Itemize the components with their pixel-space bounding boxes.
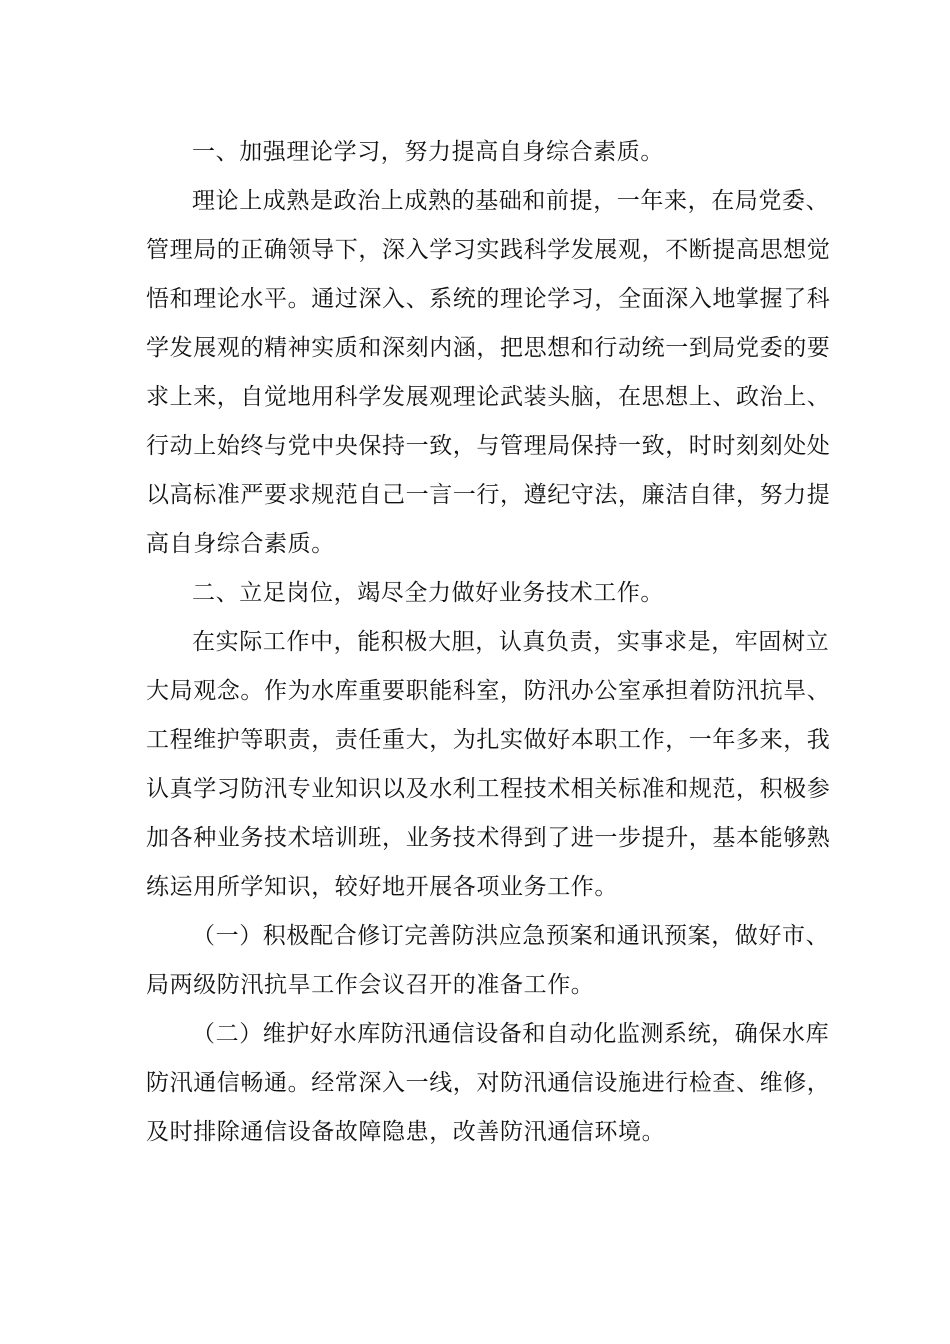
paragraph-line: 练运用所学知识，较好地开展各项业务工作。 <box>146 874 618 900</box>
paragraph-line: 理论上成熟是政治上成熟的基础和前提，一年来，在局党委、 <box>192 188 830 214</box>
heading-2: 二、立足岗位，竭尽全力做好业务技术工作。 <box>192 580 664 606</box>
paragraph-line: 高自身综合素质。 <box>146 531 335 557</box>
sub-item-2-line: （二）维护好水库防汛通信设备和自动化监测系统，确保水库 <box>192 1021 830 1047</box>
paragraph-line: 管理局的正确领导下，深入学习实践科学发展观，不断提高思想觉 <box>146 237 831 263</box>
heading-1: 一、加强理论学习，努力提高自身综合素质。 <box>192 139 664 165</box>
paragraph-line: 加各种业务技术培训班，业务技术得到了进一步提升，基本能够熟 <box>146 825 831 851</box>
paragraph-line: 大局观念。作为水库重要职能科室，防汛办公室承担着防汛抗旱、 <box>146 678 831 704</box>
sub-item-1-line: 局两级防汛抗旱工作会议召开的准备工作。 <box>146 972 595 998</box>
paragraph-line: 认真学习防汛专业知识以及水利工程技术相关标准和规范，积极参 <box>146 776 831 802</box>
paragraph-line: 在实际工作中，能积极大胆，认真负责，实事求是，牢固树立 <box>192 629 830 655</box>
sub-item-2-line: 及时排除通信设备故障隐患，改善防汛通信环境。 <box>146 1119 666 1145</box>
paragraph-line: 悟和理论水平。通过深入、系统的理论学习，全面深入地掌握了科 <box>146 286 831 312</box>
paragraph-line: 行动上始终与党中央保持一致，与管理局保持一致，时时刻刻处处 <box>146 433 831 459</box>
paragraph-line: 以高标准严要求规范自己一言一行，遵纪守法，廉洁自律，努力提 <box>146 482 831 508</box>
paragraph-line: 学发展观的精神实质和深刻内涵，把思想和行动统一到局党委的要 <box>146 335 831 361</box>
paragraph-line: 工程维护等职责，责任重大，为扎实做好本职工作，一年多来，我 <box>146 727 831 753</box>
sub-item-2-line: 防汛通信畅通。经常深入一线，对防汛通信设施进行检查、维修， <box>146 1070 831 1096</box>
paragraph-line: 求上来，自觉地用科学发展观理论武装头脑，在思想上、政治上、 <box>146 384 831 410</box>
sub-item-1-line: （一）积极配合修订完善防洪应急预案和通讯预案，做好市、 <box>192 923 830 949</box>
